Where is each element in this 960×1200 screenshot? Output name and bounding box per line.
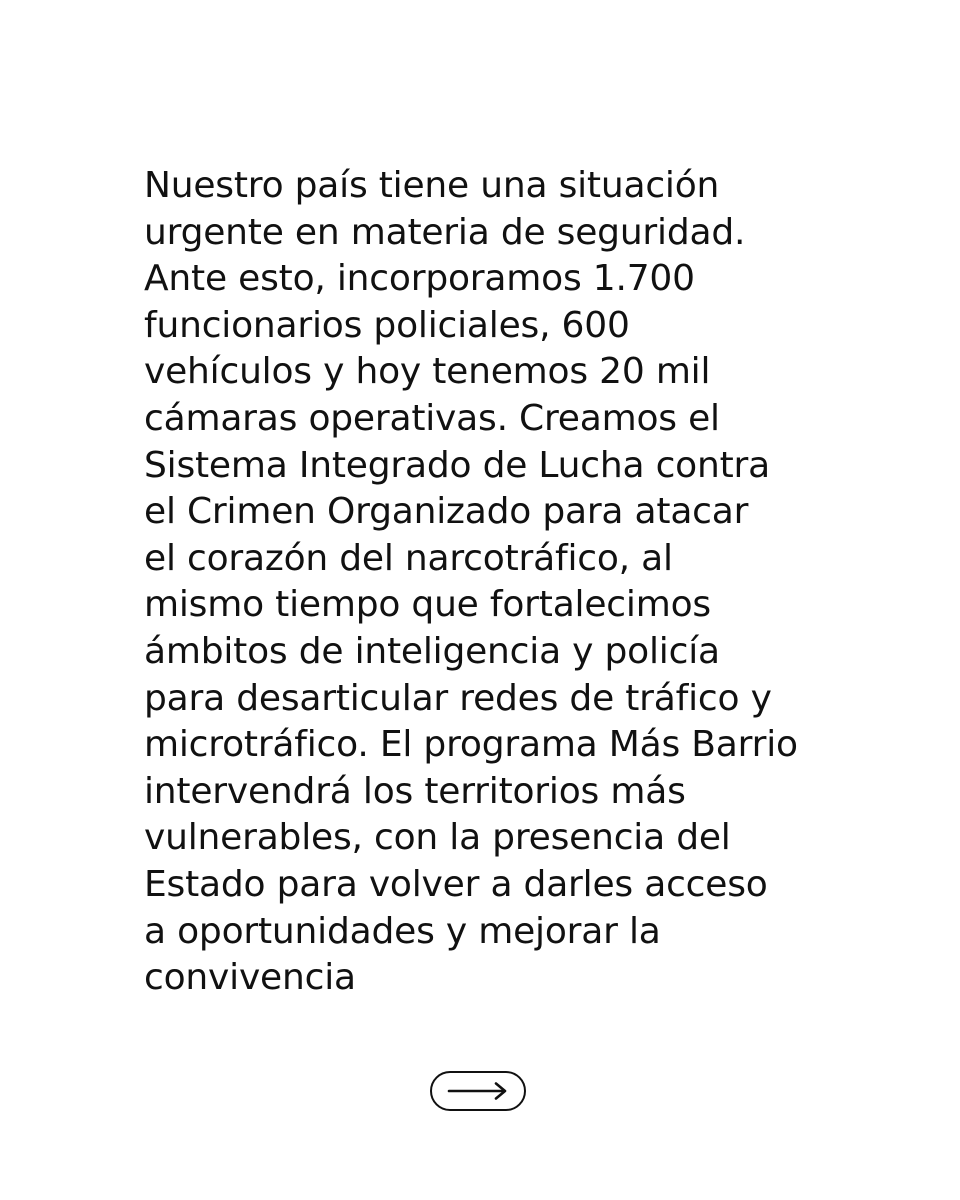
paragraph-line: vehículos y hoy tenemos 20 mil (144, 351, 711, 393)
paragraph-line: el Crimen Organizado para atacar (144, 491, 749, 533)
paragraph-line: ámbitos de inteligencia y policía (144, 630, 720, 672)
paragraph-line: cámaras operativas. Creamos el (144, 397, 720, 439)
paragraph-line: Nuestro país tiene una situación (144, 165, 720, 206)
paragraph-line: funcionarios policiales, 600 (144, 304, 630, 346)
paragraph-line: Ante esto, incorporamos 1.700 (144, 258, 695, 300)
paragraph-line: microtráfico. El programa Más Barrio (144, 724, 798, 766)
paragraph-line: vulnerables, con la presencia del (144, 817, 731, 859)
paragraph-line: Sistema Integrado de Lucha contra (144, 444, 770, 486)
next-button[interactable] (430, 1071, 526, 1111)
paragraph-line: el corazón del narcotráfico, al (144, 537, 673, 579)
paragraph-line: urgente en materia de seguridad. (144, 211, 746, 253)
arrow-right-icon (447, 1081, 509, 1101)
body-paragraph (144, 163, 844, 1002)
paragraph-line: convivencia (144, 957, 356, 999)
paragraph-line: Estado para volver a darles acceso (144, 863, 768, 905)
paragraph-line: a oportunidades y mejorar la (144, 910, 661, 952)
paragraph-line: mismo tiempo que fortalecimos (144, 584, 711, 626)
paragraph-line: intervendrá los territorios más (144, 770, 686, 812)
paragraph-line: para desarticular redes de tráfico y (144, 677, 772, 719)
